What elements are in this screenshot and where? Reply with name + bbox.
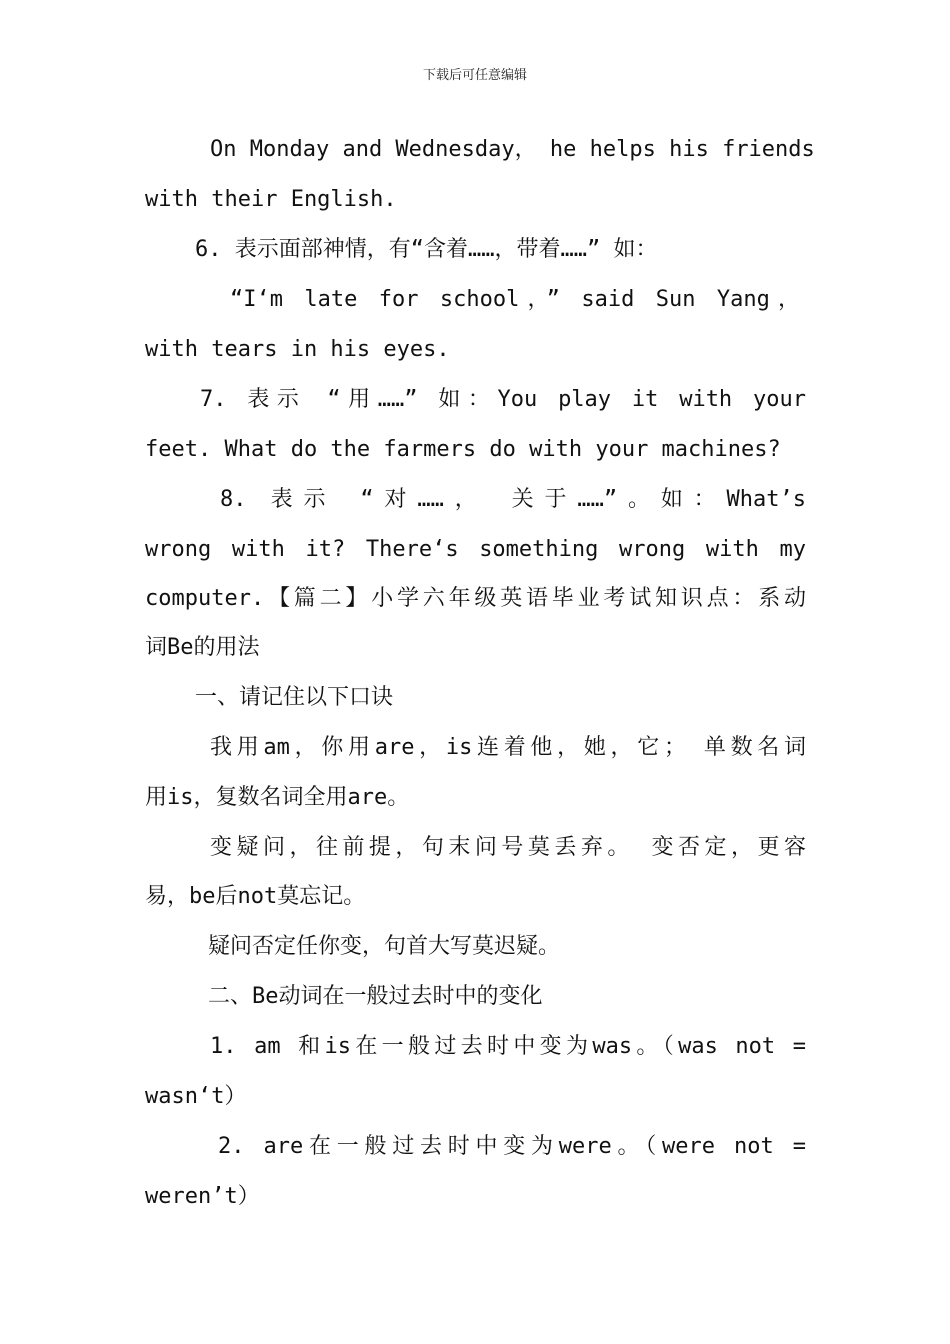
text-line: 8. 表示 “对……， 关于……”。如：What’s	[220, 487, 806, 512]
text-line: “I‘m late for school，” said Sun Yang，	[230, 287, 800, 312]
text-line: 6. 表示面部神情，有“含着……，带着……” 如：	[195, 237, 658, 262]
text-line: 易，be后not莫忘记。	[145, 884, 366, 909]
text-line: computer.【篇二】小学六年级英语毕业考试知识点：系动	[145, 586, 806, 611]
text-line: 变疑问，往前提，句末问号莫丢弃。 变否定，更容	[210, 835, 806, 860]
text-line: weren’t）	[145, 1184, 260, 1209]
text-line: 我用am，你用are，is连着他，她，它； 单数名词	[210, 735, 806, 760]
text-line: 词Be的用法	[145, 635, 260, 660]
text-line: with tears in his eyes.	[145, 337, 450, 362]
text-line: wrong with it? There‘s something wrong with my	[145, 537, 806, 562]
text-line: 7. 表示 “用……” 如：You play it with your	[200, 387, 806, 412]
section-heading: 一、请记住以下口诀	[195, 685, 394, 710]
section-heading: 二、Be动词在一般过去时中的变化	[208, 984, 543, 1009]
text-line: On Monday and Wednesday， he helps his friends	[210, 137, 815, 162]
text-line: 用is，复数名词全用are。	[145, 785, 410, 810]
text-line: 2. are在一般过去时中变为were。（were not =	[218, 1134, 806, 1159]
text-line: 1. am 和is在一般过去时中变为was。（was not =	[210, 1034, 806, 1059]
text-line: feet. What do the farmers do with your machines?	[145, 437, 781, 462]
text-line: 疑问否定任你变，句首大写莫迟疑。	[208, 934, 561, 959]
page-header: 下载后可任意编辑	[422, 68, 527, 83]
text-line: with their English.	[145, 187, 397, 212]
text-line: wasn‘t）	[145, 1084, 247, 1109]
